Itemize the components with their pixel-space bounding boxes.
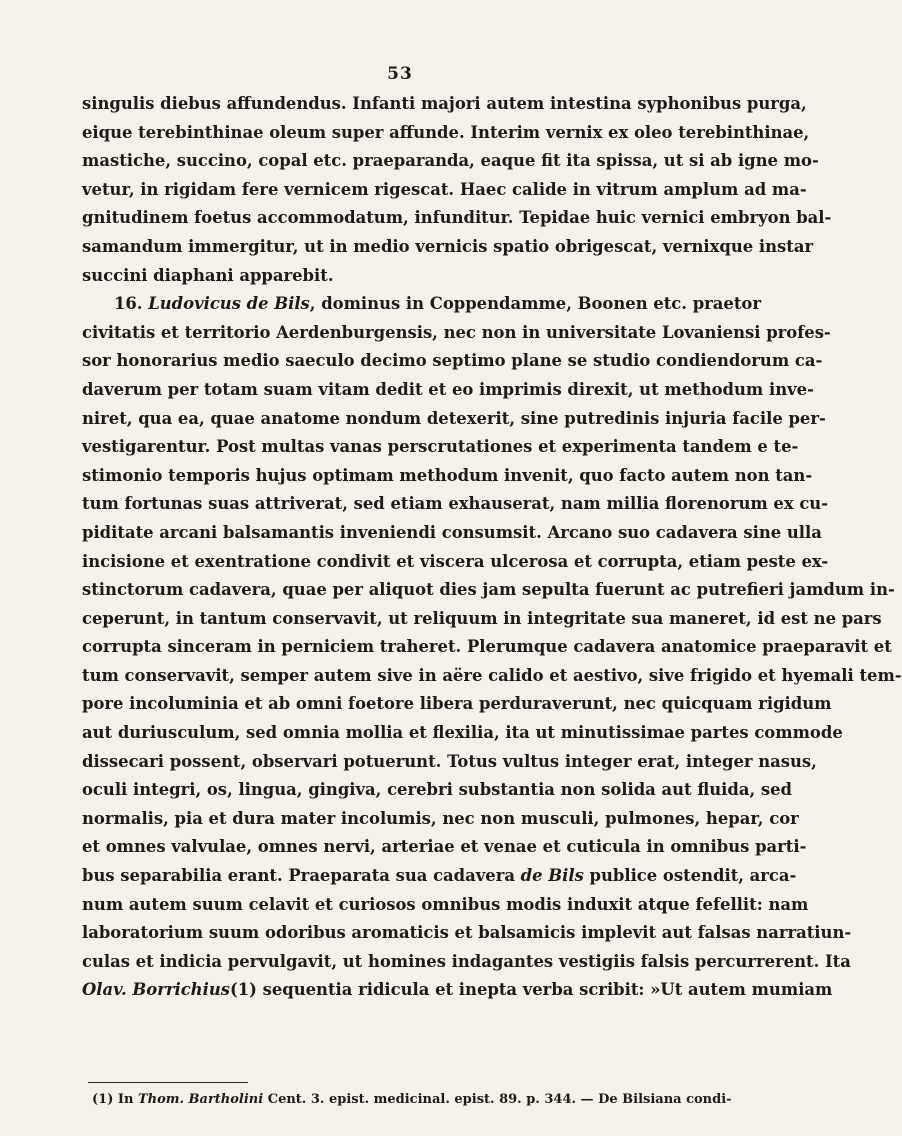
text-line [82, 776, 792, 805]
line-text: daverum per totam suam vitam dedit et eo imprimis direxit, ut methodum inve- [82, 379, 814, 399]
line-emphasis: Olav. Borrichius [82, 980, 230, 1000]
footnote-rule [88, 1082, 248, 1083]
footnote-pre: (1) In [92, 1092, 138, 1107]
line-text: publice ostendit, arca- [583, 866, 797, 886]
text-line [82, 976, 833, 1005]
text-line [82, 176, 807, 205]
line-text: piditate arcani balsamantis inveniendi consumsit. Arcano suo cadavera sine ulla [82, 522, 822, 542]
line-emphasis: de Bils [520, 866, 584, 886]
text-line [82, 862, 797, 891]
line-text: culas et indicia pervulgavit, ut homines indagantes vestigiis falsis percurrerent. Ita [82, 951, 851, 971]
text-line [82, 605, 882, 634]
line-text: (1) sequentia ridicula et inepta verba scribit: »Ut autem mumiam [229, 980, 833, 1000]
text-line [82, 147, 819, 176]
footnote-author: Thom. Bartholini [137, 1092, 264, 1107]
line-text: bus separabilia erant. Praeparata sua cadavera [82, 866, 521, 886]
line-text: gnitudinem foetus accommodatum, infunditur. Tepidae huic vernici embryon bal- [82, 208, 832, 228]
line-text: vetur, in rigidam fere vernicem rigescat. Haec calide in vitrum amplum ad ma- [82, 179, 807, 199]
text-line [82, 290, 761, 319]
line-text: num autem suum celavit et curiosos omnibus modis induxit atque fefellit: nam [82, 894, 809, 914]
line-text: tum fortunas suas attriverat, sed etiam exhauserat, nam millia florenorum ex cu- [82, 494, 829, 514]
line-text: stimonio temporis hujus optimam methodum invenit, quo facto autem non tan- [82, 465, 813, 485]
line-text: civitatis et territorio Aerdenburgensis, nec non in universitate Lovaniensi profes- [82, 322, 831, 342]
text-line [82, 233, 814, 262]
text-line [82, 319, 831, 348]
text-line [82, 805, 799, 834]
line-text: eique terebinthinae oleum super affunde. Interim vernix ex oleo terebinthinae, [82, 122, 810, 142]
line-text: dissecari possent, observari potuerunt. Totus vultus integer erat, integer nasus, [82, 751, 817, 771]
line-text: corrupta sinceram in perniciem traheret. Plerumque cadavera anatomice praeparavit et [82, 637, 892, 657]
line-text: , dominus in Coppendamme, Boonen etc. praetor [309, 294, 761, 314]
page-number: 53 [387, 64, 413, 84]
line-text: mastiche, succino, copal etc. praeparanda, eaque fit ita spissa, ut si ab igne mo- [82, 151, 819, 171]
line-text: succini diaphani apparebit. [82, 265, 334, 285]
text-line [82, 548, 829, 577]
line-text: normalis, pia et dura mater incolumis, nec non musculi, pulmones, hepar, cor [82, 808, 799, 828]
text-line [82, 633, 892, 662]
line-text: pore incoluminia et ab omni foetore libera perduraverunt, nec quicquam rigidum [82, 694, 832, 714]
line-text: niret, qua ea, quae anatome nondum detexerit, sine putredinis injuria facile per- [82, 408, 826, 428]
line-text: oculi integri, os, lingua, gingiva, cerebri substantia non solida aut fluida, sed [82, 780, 792, 800]
line-text: stinctorum cadavera, quae per aliquot dies jam sepulta fuerunt ac putrefieri jamdum in- [82, 580, 895, 600]
text-line [82, 90, 807, 119]
line-text: laboratorium suum odoribus aromaticis et balsamicis implevit aut falsas narratiun- [82, 923, 852, 943]
text-line [82, 204, 832, 233]
text-line [82, 719, 843, 748]
footnote-post: Cent. 3. epist. medicinal. epist. 89. p. 344. — De Bilsiana condi- [263, 1092, 732, 1107]
line-text: ceperunt, in tantum conservavit, ut reliquum in integritate sua maneret, id est ne pars [82, 608, 882, 628]
line-text: incisione et exentratione condivit et viscera ulcerosa et corrupta, etiam peste ex- [82, 551, 829, 571]
text-line [82, 433, 799, 462]
text-line [82, 462, 813, 491]
text-line [82, 376, 814, 405]
text-line [82, 490, 829, 519]
line-text: aut duriusculum, sed omnia mollia et flexilia, ita ut minutissimae partes commode [82, 723, 843, 743]
text-line [82, 576, 895, 605]
text-line [82, 347, 823, 376]
text-line [82, 891, 809, 920]
main-text [82, 90, 902, 1005]
line-text: samandum immergitur, ut in medio vernicis spatio obrigescat, vernixque instar [82, 236, 814, 256]
text-line [82, 119, 810, 148]
text-line [82, 833, 807, 862]
text-line [82, 690, 832, 719]
line-text: et omnes valvulae, omnes nervi, arteriae et venae et cuticula in omnibus parti- [82, 837, 807, 857]
line-emphasis: Ludovicus de Bils [148, 294, 310, 314]
line-text: singulis diebus affundendus. Infanti majori autem intestina syphonibus purga, [82, 94, 807, 113]
line-text: sor honorarius medio saeculo decimo septimo plane se studio condiendorum ca- [82, 351, 823, 371]
text-line [82, 405, 826, 434]
text-line [82, 919, 852, 948]
line-text: 16. [114, 294, 149, 314]
text-line [82, 948, 851, 977]
line-text: tum conservavit, semper autem sive in aëre calido et aestivo, sive frigido et hyemali tem- [82, 665, 902, 685]
footnote [92, 1092, 732, 1107]
text-line [82, 262, 722, 291]
text-line [82, 519, 822, 548]
line-text: vestigarentur. Post multas vanas perscrutationes et experimenta tandem e te- [82, 437, 799, 457]
text-line [82, 662, 902, 691]
text-line [82, 748, 817, 777]
